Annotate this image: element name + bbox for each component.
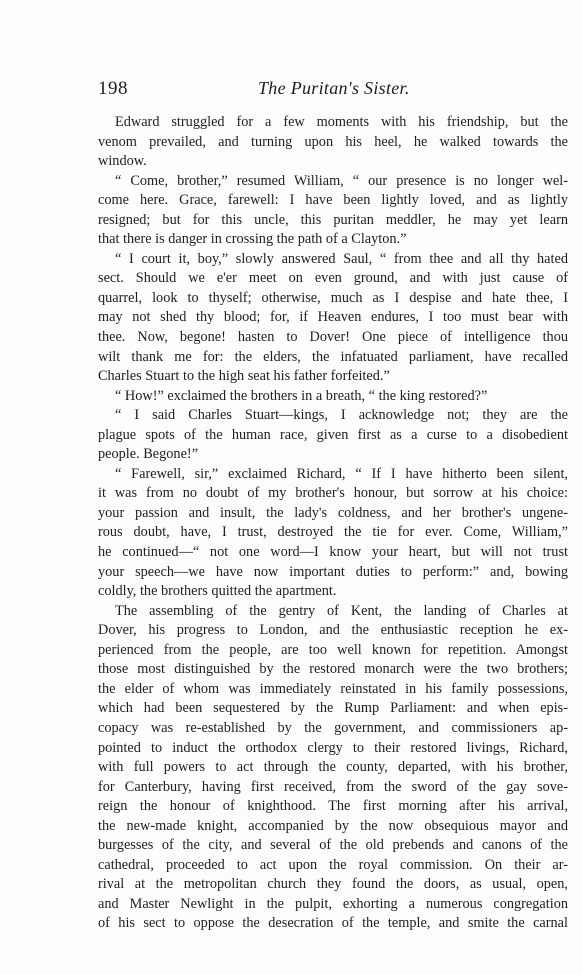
text-line: perienced from the people, are too well known for repetition. Amongst <box>98 641 568 658</box>
text-line: of his sect to oppose the desecration of the temple, and smite the carnal <box>98 915 568 932</box>
text-line: that there is danger in crossing the path of a Clayton.” <box>98 231 407 248</box>
text-line: rous doubt, have, I trust, destroyed the tie for ever. Come, William,” <box>98 524 568 541</box>
text-line: coldly, the brothers quitted the apartment. <box>98 583 337 600</box>
text-line: people. Begone!” <box>98 446 199 463</box>
text-line: The assembling of the gentry of Kent, the landing of Charles at <box>115 602 568 619</box>
text-line: it was from no doubt of my brother's honour, but sorrow at his choice: <box>98 485 568 502</box>
text-line: those most distinguished by the restored monarch were the two brothers; <box>98 661 568 678</box>
text-line: come here. Grace, farewell: I have been lightly loved, and as lightly <box>98 192 568 209</box>
text-line: cathedral, proceeded to act upon the royal commission. On their ar- <box>98 856 568 873</box>
text-line: copacy was re-established by the government, and commissioners ap- <box>98 719 568 736</box>
text-line: your speech—we have now important duties to perform:” and, bowing <box>98 563 568 580</box>
text-line: may not shed thy blood; for, if Heaven endures, I too must bear with <box>98 309 568 326</box>
text-line: reign the honour of knighthood. The first morning after his arrival, <box>98 798 568 815</box>
text-line: “ How!” exclaimed the brothers in a breath, “ the king restored?” <box>115 387 488 404</box>
text-line: pointed to induct the orthodox clergy to their restored livings, Richard, <box>98 739 568 756</box>
text-line: plague spots of the human race, given first as a curse to a disobedient <box>98 426 568 443</box>
page-header <box>98 78 571 102</box>
text-line: “ Come, brother,” resumed William, “ our presence is no longer wel- <box>115 172 568 189</box>
text-line: resigned; but for this uncle, this puritan meddler, he may yet learn <box>98 211 568 228</box>
text-line: the new-made knight, accompanied by the now obsequious mayor and <box>98 817 568 834</box>
text-line: with full powers to act through the county, departed, with his brother, <box>98 759 568 776</box>
body-text <box>98 113 568 934</box>
text-line: window. <box>98 153 147 170</box>
text-line: and Master Newlight in the pulpit, exhorting a numerous congregation <box>98 895 568 912</box>
text-line: rival at the metropolitan church they found the doors, as usual, open, <box>98 876 568 893</box>
text-line: quarrel, look to thyself; otherwise, much as I despise and hate thee, I <box>98 289 568 306</box>
text-line: for Canterbury, having first received, from the sword of the gay sove- <box>98 778 568 795</box>
text-line: the elder of whom was immediately reinstated in his family possessions, <box>98 680 568 697</box>
text-line: thee. Now, begone! hasten to Dover! One piece of intelligence thou <box>98 329 568 346</box>
text-line: Dover, his progress to London, and the enthusiastic reception he ex- <box>98 622 568 639</box>
text-line: burgesses of the city, and several of the old prebends and canons of the <box>98 837 568 854</box>
text-line: wilt thank me for: the elders, the infatuated parliament, have recalled <box>98 348 568 365</box>
text-line: Edward struggled for a few moments with his friendship, but the <box>115 114 568 130</box>
running-title: The Puritan's Sister. <box>258 78 410 98</box>
text-line: he continued—“ not one word—I know your heart, but will not trust <box>98 544 568 561</box>
page-number: 198 <box>98 78 128 99</box>
text-line: venom prevailed, and turning upon his heel, he walked towards the <box>98 133 568 150</box>
text-line: Charles Stuart to the high seat his father forfeited.” <box>98 368 390 385</box>
text-line: “ Farewell, sir,” exclaimed Richard, “ If I have hitherto been silent, <box>115 465 568 482</box>
text-line: “ I court it, boy,” slowly answered Saul, “ from thee and all thy hated <box>115 250 568 267</box>
text-line: “ I said Charles Stuart—kings, I acknowledge not; they are the <box>115 407 568 424</box>
text-line: which had been sequestered by the Rump Parliament: and when epis- <box>98 700 568 717</box>
text-line: sect. Should we e'er meet on even ground, and with just cause of <box>98 270 568 287</box>
text-line: your passion and insult, the lady's coldness, and her brother's ungene- <box>98 504 568 521</box>
